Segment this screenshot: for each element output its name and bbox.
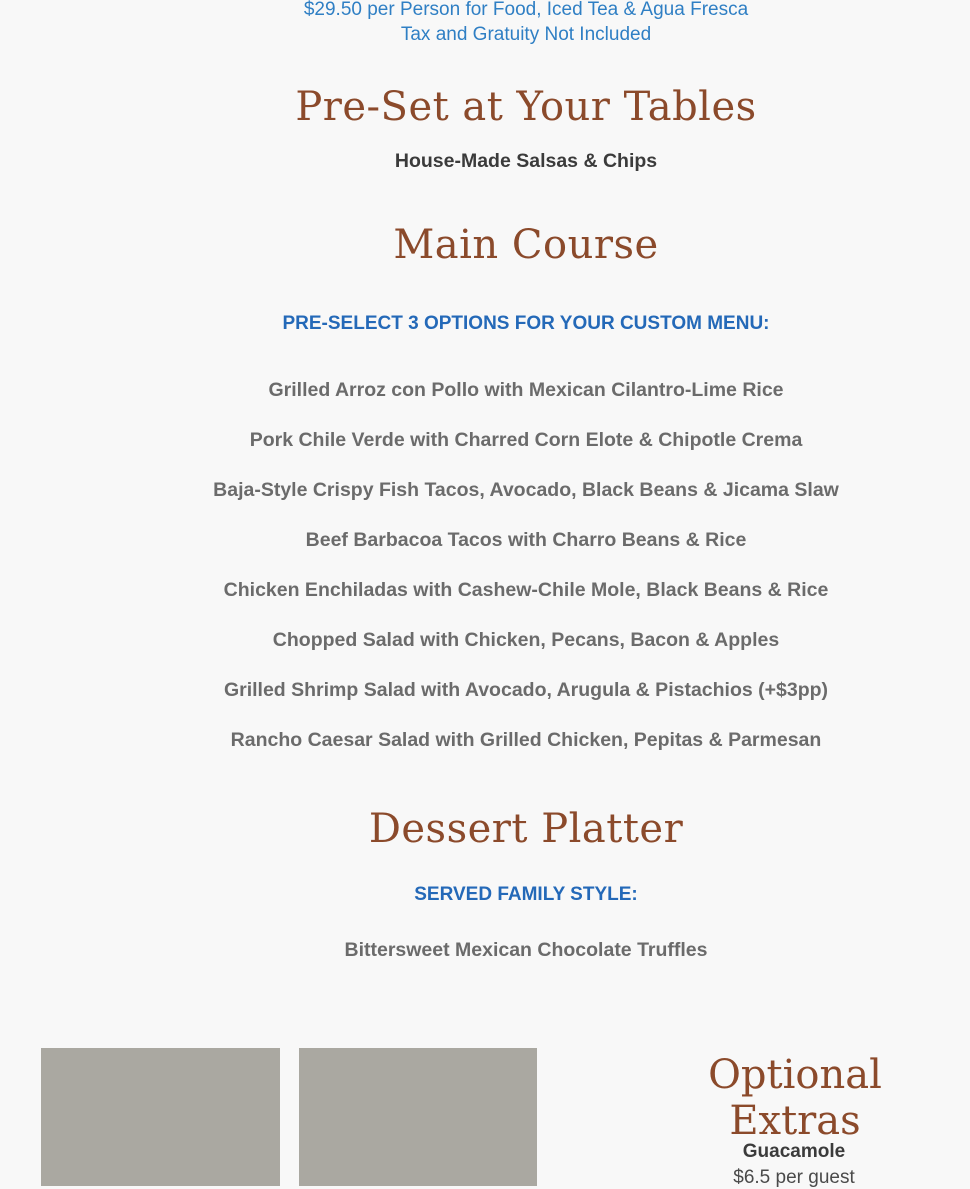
optional-extras-heading: Optional Extras xyxy=(708,1052,882,1144)
menu-item: Chicken Enchiladas with Cashew-Chile Mole, Black Beans & Rice xyxy=(223,579,829,601)
menu-item: Beef Barbacoa Tacos with Charro Beans & Rice xyxy=(305,529,747,551)
preset-heading: Pre-Set at Your Tables xyxy=(295,84,757,130)
menu-item: Grilled Shrimp Salad with Avocado, Arugula & Pistachios (+$3pp) xyxy=(223,679,829,701)
food-photo xyxy=(299,1048,537,1186)
menu-item: Grilled Arroz con Pollo with Mexican Cilantro-Lime Rice xyxy=(268,379,784,401)
main-course-heading: Main Course xyxy=(393,222,659,268)
menu-item: Rancho Caesar Salad with Grilled Chicken, Pepitas & Parmesan xyxy=(230,729,822,751)
dessert-item: Bittersweet Mexican Chocolate Truffles xyxy=(344,939,708,961)
dessert-heading: Dessert Platter xyxy=(368,806,684,852)
tax-note: Tax and Gratuity Not Included xyxy=(400,24,652,45)
extra-item-name: Guacamole xyxy=(742,1141,846,1162)
dessert-instruction: SERVED FAMILY STYLE: xyxy=(414,884,638,905)
preset-item: House-Made Salsas & Chips xyxy=(394,150,658,172)
main-course-instruction: PRE-SELECT 3 OPTIONS FOR YOUR CUSTOM MENU: xyxy=(282,313,770,334)
extra-item-price: $6.5 per guest xyxy=(733,1167,855,1188)
menu-item: Pork Chile Verde with Charred Corn Elote & Chipotle Crema xyxy=(249,429,803,451)
price-line: $29.50 per Person for Food, Iced Tea & Agua Fresca xyxy=(303,0,749,20)
menu-item: Baja-Style Crispy Fish Tacos, Avocado, Black Beans & Jicama Slaw xyxy=(213,479,839,501)
menu-item: Chopped Salad with Chicken, Pecans, Bacon & Apples xyxy=(272,629,780,651)
food-photo xyxy=(41,1048,280,1186)
